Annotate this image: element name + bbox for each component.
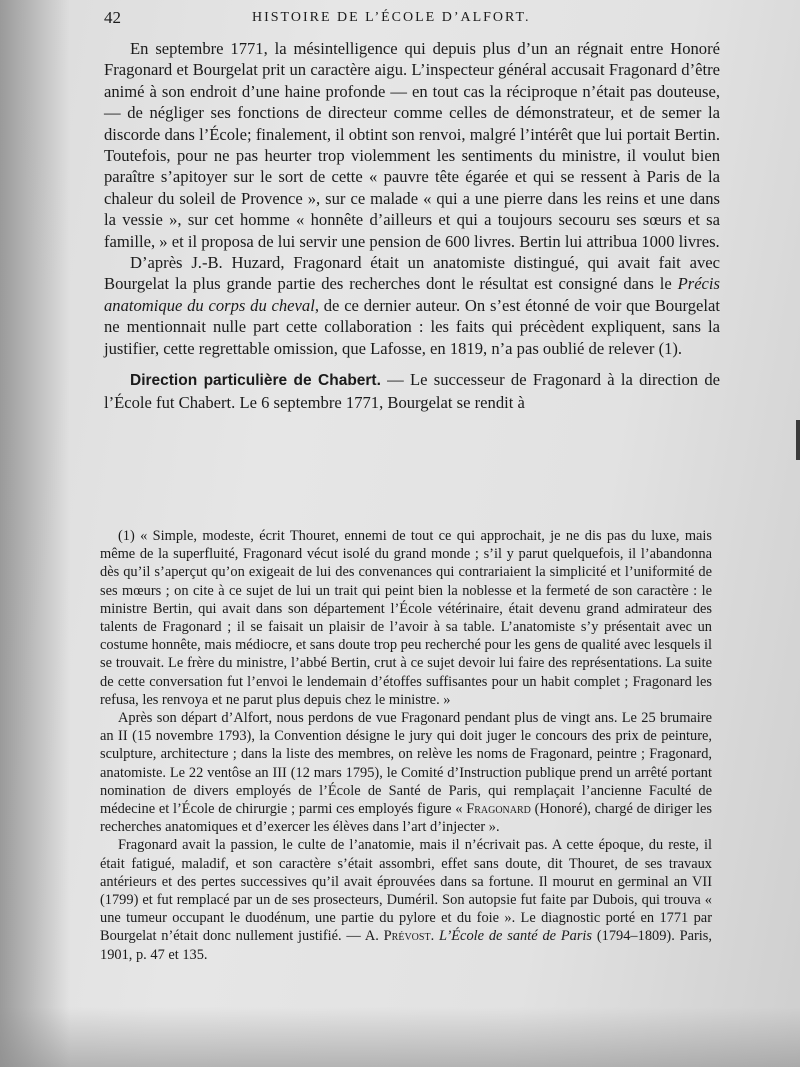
- page-header: [104, 8, 724, 30]
- footnote-1-death: [100, 836, 712, 963]
- page-shadow-bottom: [0, 1007, 800, 1067]
- footnote-book-title: L’École de santé de Paris: [439, 928, 593, 945]
- paragraph-fragonard-dismissal: En septembre 1771, la mésintelligence qui depuis plus d’un an régnait entre Honoré Fragonard et Bourgelat prit un caractère aigu. L’inspecteur général accusait Fragonard d’être animé à son endroit d’une haine profonde — en tout cas la réciproque n’était pas douteuse, — de négliger ses fonctions de directeur comme celles de démonstrateur, et de semer la discorde dans l’École; finalement, il obtint son renvoi, malgré l’intérêt que lui portait Bertin. Toutefois, pour ne pas heurter trop violemment les sentiments du ministre, il voulut bien paraître s’apitoyer sur le sort de cette « pauvre tête égarée et qui se ressent à Paris de la chaleur du soleil de Provence », sur ce malade « qui a une pierre dans les reins et une dans la vessie », sur cet homme « honnête d’ailleurs et qui a toujours secouru ses sœurs et sa famille, » et il proposa de lui servir une pension de 600 livres. Bertin lui attribua 1000 livres.: [104, 39, 720, 251]
- footnote-fragonard-name: Fragonard: [466, 801, 531, 818]
- page-number: 42: [104, 8, 121, 27]
- paragraph-huzard: [104, 252, 720, 359]
- footnotes: [100, 527, 712, 964]
- page-edge-mark: [796, 420, 800, 460]
- paragraph-huzard-end: , de ce dernier auteur. On s’est étonné de voir que Bourgelat ne mentionnait nulle part cette collaboration : les faits qui précèdent expliquent, sans la justifier, cette regrettable omission, que Lafosse, en 1819, n’a pas oublié de relever (1).: [104, 295, 720, 358]
- running-head: HISTOIRE DE L’ÉCOLE D’ALFORT.: [252, 10, 531, 25]
- paragraph-chabert: [104, 369, 720, 413]
- footnote-citation-end: (1794–1809). Paris, 1901, p. 47 et 135.: [100, 928, 712, 963]
- footnote-1-quote: (1) « Simple, modeste, écrit Thouret, ennemi de tout ce qui approchait, je ne dis pas du luxe, mais même de la superfluité, Fragonard vécut isolé du grand monde ; s’il y parut quelquefois, il l’abandonna dès qu’il s’aperçut qu’on exigeait de lui des convenances qui contrariaient la simplicité et l’uniformité de ses mœurs ; on cite à ce sujet de lui un trait qui peint bien la noblesse et la fermeté de son caractère : le ministre Bertin, qui avait dans son département l’École vétérinaire, était devenu grand admirateur des talents de Fragonard ; il se faisait un plaisir de l’avoir à sa table. L’anatomiste s’y présentait avec un costume honnête, mais médiocre, et sans doute trop peu recherché pour les gens de qualité avec lesquels il se trouvait. Le frère du ministre, l’abbé Bertin, crut à ce sujet devoir lui faire des représentations. La suite de cette conversation fut l’envoi le lendemain d’étoffes suffisantes pour un habit complet ; Fragonard les refusa, les renvoya et ne parut plus depuis chez le ministre. »: [100, 528, 712, 708]
- section-heading: Direction particulière de Chabert.: [130, 372, 381, 390]
- footnote-convention-end: (Honoré), chargé de diriger les recherches anatomiques et d’exercer les élèves dans l’art d’injecter ».: [100, 801, 712, 836]
- main-text: [104, 38, 720, 413]
- footnote-convention-start: Après son départ d’Alfort, nous perdons de vue Fragonard pendant plus de vingt ans. Le 25 brumaire an II (15 novembre 1793), la Convention désigne le jury qui doit juger le concours des prix de peinture, sculpture, architecture ; dans la liste des membres, on relève les noms de Fragonard, peintre ; Fragonard, anatomiste. Le 22 ventôse an III (12 mars 1795), le Comité d’Instruction publique prend un arrêté portant nomination de divers employés de l’École de Santé de Paris, qui remplaçait l’ancienne Faculté de médecine et l’École de chirurgie ; parmi ces employés figure «: [100, 710, 712, 818]
- footnote-separator: .: [430, 928, 439, 945]
- paragraph-chabert-text: — Le successeur de Fragonard à la direction de l’École fut Chabert. Le 6 septembre 1771, Bourgelat se rendit à: [104, 370, 720, 412]
- page-shadow-left: [0, 0, 70, 1067]
- footnote-1-convention: [100, 709, 712, 836]
- footnote-author-prevost: Prévost: [383, 928, 431, 945]
- book-title-precis: Précis anatomique du corps du cheval: [104, 274, 720, 315]
- paragraph-huzard-start: D’après J.-B. Huzard, Fragonard était un anatomiste distingué, qui avait fait avec Bourgelat la plus grande partie des recherches dont le résultat est consigné dans le: [104, 253, 720, 294]
- footnote-death-start: Fragonard avait la passion, le culte de l’anatomie, mais il n’écrivait pas. A cette époque, du reste, il était fatigué, maladif, et son caractère s’était assombri, effet sans doute, dit Thouret, de ses travaux antérieurs et des pertes successives qu’il avait éprouvées dans sa fortune. Il mourut en germinal an VII (1799) et fut remplacé par un de ses prosecteurs, Duméril. Son autopsie fut faite par Dubois, qui trouva « une tumeur occupant le duodénum, une partie du pylore et du foie ». Le diagnostic porté en 1771 par Bourgelat n’était donc nullement justifié. — A.: [100, 837, 712, 945]
